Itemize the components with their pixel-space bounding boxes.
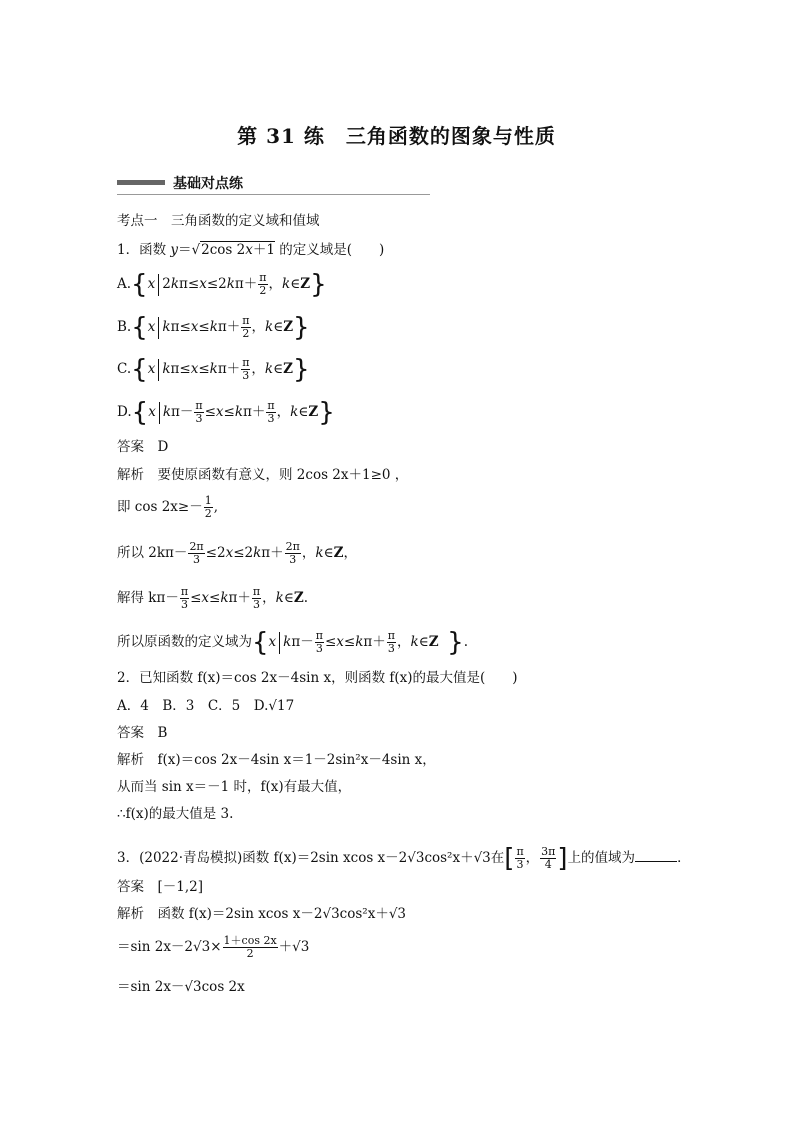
q2-analysis-2: 从而当 sin x＝－1 时，f(x)有最大值， [117, 779, 352, 795]
q3-answer: 答案 [－1,2] [117, 879, 204, 895]
analysis-5-text: 所以原函数的定义域为 [117, 634, 252, 650]
analysis-2-suffix: ＋√3 [278, 939, 310, 955]
q1-stem: 1．函数 y＝√2cos 2x＋1 的定义域是( ) [117, 242, 385, 258]
q1-analysis-4: 解得 kπ－ $\frac{\pi}{3}$ ≤x≤kπ＋ $\frac{\pi}{3}$ ，k∈Z. [117, 585, 308, 611]
q3-analysis-2 [117, 935, 309, 960]
fraction-numerator: 1＋cos 2x [223, 934, 277, 947]
q1-suffix: 的定义域是( ) [274, 242, 385, 258]
section-header [117, 172, 430, 195]
q3-suffix: 上的值域为 [567, 850, 636, 866]
analysis-4-text: 解得 kπ－ [117, 590, 179, 606]
q2-options: A．4 B．3 C．5 D.√17 [117, 698, 295, 714]
q1-analysis-3: 所以 2kπ－ $\frac{2\pi}{3}$ ≤2x≤2kπ＋ $\frac{2\pi}{3}$ ，k∈Z， [117, 540, 357, 566]
q2-analysis-3: ∴f(x)的最大值是 3. [117, 806, 234, 822]
q1-answer: 答案 D [117, 439, 169, 455]
q1-option-b: B.{x kπ≤x≤kπ＋ $\frac{\pi}{2}$ ，k∈Z} [117, 312, 310, 343]
q1-option-d: D.{x kπ－ $\frac{\pi}{3}$ ≤x≤kπ＋ $\frac{\pi}{3}$ ，k∈Z} [117, 397, 335, 428]
analysis-2-prefix: ＝sin 2x－2√3× [117, 939, 222, 955]
fraction-denominator: 2 [246, 947, 254, 960]
page-title: 第 31 练 三角函数的图象与性质 [237, 124, 556, 148]
q2-stem: 2．已知函数 f(x)＝cos 2x－4sin x，则函数 f(x)的最大值是( ) [117, 670, 518, 686]
q3-analysis-3: ＝sin 2x－√3cos 2x [117, 979, 245, 995]
q2-answer: 答案 B [117, 725, 168, 741]
q3-analysis-1: 解析 函数 f(x)＝2sin xcos x－2√3cos²x＋√3 [117, 906, 407, 922]
q1-analysis-5: 所以原函数的定义域为{x kπ－ $\frac{\pi}{3}$ ≤x≤kπ＋ $\frac{\pi}{3}$ ，k∈Z }. [117, 627, 468, 658]
q1-option-c: C.{x kπ≤x≤kπ＋ $\frac{\pi}{3}$ ，k∈Z} [117, 354, 310, 385]
topic-heading: 考点一 三角函数的定义域和值域 [117, 213, 320, 229]
q2-analysis-1: 解析 f(x)＝cos 2x－4sin x＝1－2sin²x－4sin x， [117, 752, 436, 768]
option-b-label: B. [117, 319, 132, 335]
answer-blank [635, 847, 677, 862]
q1-option-a: A.{x 2kπ≤x≤2kπ＋ $\frac{\pi}{2}$ ，k∈Z} [117, 269, 327, 300]
q3-stem: 3．(2022·青岛模拟)函数 f(x)＝2sin xcos x－2√3cos²x＋√3在[ $\frac{\pi}{3}$ ， $\frac{3\pi}{4}$ ]上的值域为 ． [117, 843, 691, 874]
q1-analysis-2: 即 cos 2x≥－ $\frac{1}{2}$ , [117, 494, 219, 520]
q1-prefix: 1．函数 [117, 242, 171, 258]
analysis-2-text: 即 cos 2x≥－ [117, 499, 203, 515]
analysis-3-text: 所以 2kπ－ [117, 545, 188, 561]
section-label: 基础对点练 [173, 176, 243, 192]
option-c-label: C. [117, 361, 132, 377]
option-a-label: A. [117, 276, 132, 292]
q1-analysis-1: 解析 要使原函数有意义，则 2cos 2x＋1≥0 ， [117, 467, 409, 483]
q3-prefix: 3．(2022·青岛模拟)函数 f(x)＝2sin xcos x－2√3cos²x＋√3在 [117, 850, 505, 866]
option-d-label: D. [117, 404, 132, 420]
section-bar-decoration [117, 180, 165, 185]
